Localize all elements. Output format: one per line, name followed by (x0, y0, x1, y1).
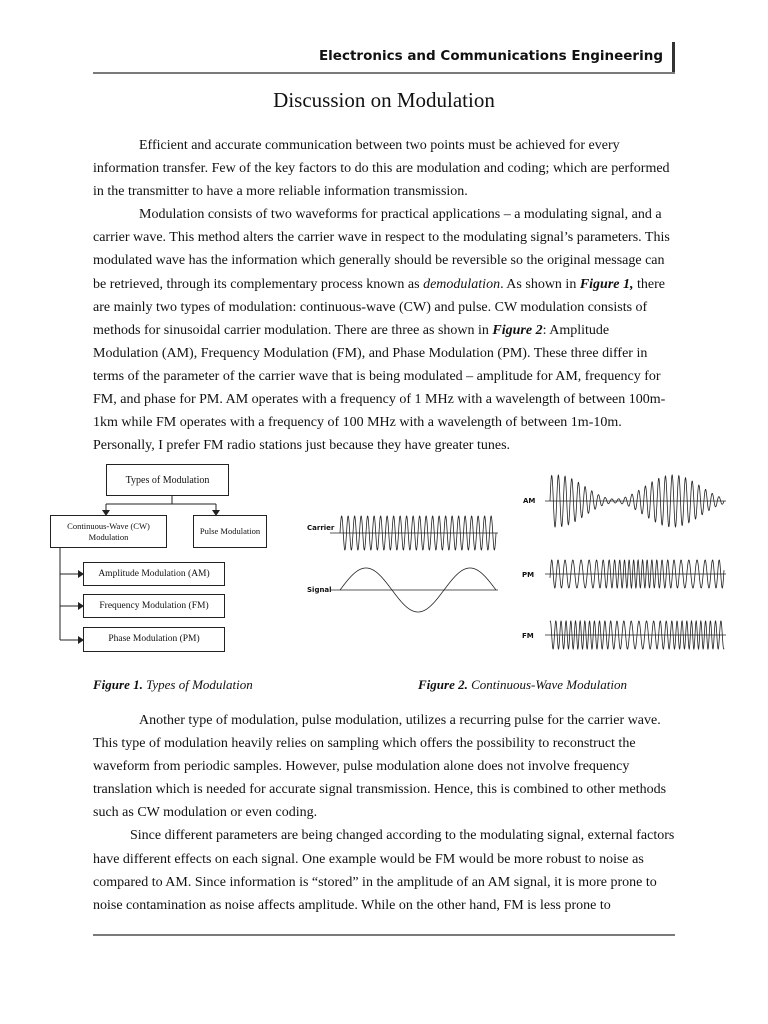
page-header (93, 42, 675, 74)
waveform-plots (300, 462, 740, 662)
document-title: Discussion on Modulation (273, 88, 495, 112)
paragraph-4: Since different parameters are being changed according to the modulating signal, external factors have different effects on each signal. One example would be FM would be more robust to noise as compared to AM. Since information is “stored” in the amplitude of an AM signal, it is more prone to noise contamination as noise affects amplitude. While on the other hand, FM is less prone to (93, 828, 675, 913)
carrier-label: Carrier (307, 524, 335, 532)
types-of-modulation-box: Types of Modulation (106, 464, 229, 496)
header-accent-bar (672, 42, 675, 72)
footer-rule (93, 934, 675, 936)
paragraph-3: Another type of modulation, pulse modulation, utilizes a recurring pulse for the carrier wave. This type of modulation heavily relies on sampling which offers the possibility to reconstruct the waveform from periodic samples. However, pulse modulation alone does not involve frequency translation which is needed for accurate signal transmission. Hence, this is combined to other methods such as CW modulation or even coding. (93, 713, 667, 821)
body-text-top (93, 134, 675, 457)
fm-label: FM (522, 632, 534, 640)
figure-1-tree-diagram (48, 460, 261, 660)
am-box: Amplitude Modulation (AM) (83, 562, 225, 586)
fm-box: Frequency Modulation (FM) (83, 594, 225, 618)
header-title: Electronics and Communications Engineering (318, 48, 663, 64)
pm-box: Phase Modulation (PM) (83, 627, 225, 652)
am-label: AM (523, 497, 536, 505)
paragraph-1: Efficient and accurate communication between two points must be achieved for every information transfer. Few of the key factors to do this are modulation and coding; which are performed in the transmitter to have a more reliable information transmission. (93, 138, 670, 200)
figure-2-caption: Figure 2. Continuous-Wave Modulation (418, 677, 627, 692)
body-text-bottom (93, 709, 675, 917)
signal-label: Signal (307, 586, 332, 594)
figure-2-waveforms (300, 462, 740, 662)
cw-modulation-box: Continuous-Wave (CW) Modulation (50, 515, 167, 548)
pulse-modulation-box: Pulse Modulation (193, 515, 267, 548)
paragraph-2: Modulation consists of two waveforms for practical applications – a modulating signal, and a carrier wave. This method alters the carrier wave in respect to the modulating signal’s parameters. This modulated wave has the information which generally should be reversible so the original message can be retrieved, through its complementary process known as demodulation. As shown in Figure 1, there are mainly two types of modulation: continuous-wave (CW) and pulse. CW modulation consists of methods for sinusoidal carrier modulation. There are three as shown in Figure 2: Amplitude Modulation (AM), Frequency Modulation (FM), and Phase Modulation (PM). These three differ in terms of the parameter of the carrier wave that is being modulated – amplitude for AM, frequency for FM, and phase for PM. AM operates with a frequency of 1 MHz with a wavelength of between 100m-1km while FM operates with a frequency of 100 MHz with a wavelength of between 1m-10m. Personally, I prefer FM radio stations just because they have greater tunes. (93, 207, 670, 454)
figure-1-caption: Figure 1. Types of Modulation (93, 677, 253, 692)
pm-label: PM (522, 571, 535, 579)
